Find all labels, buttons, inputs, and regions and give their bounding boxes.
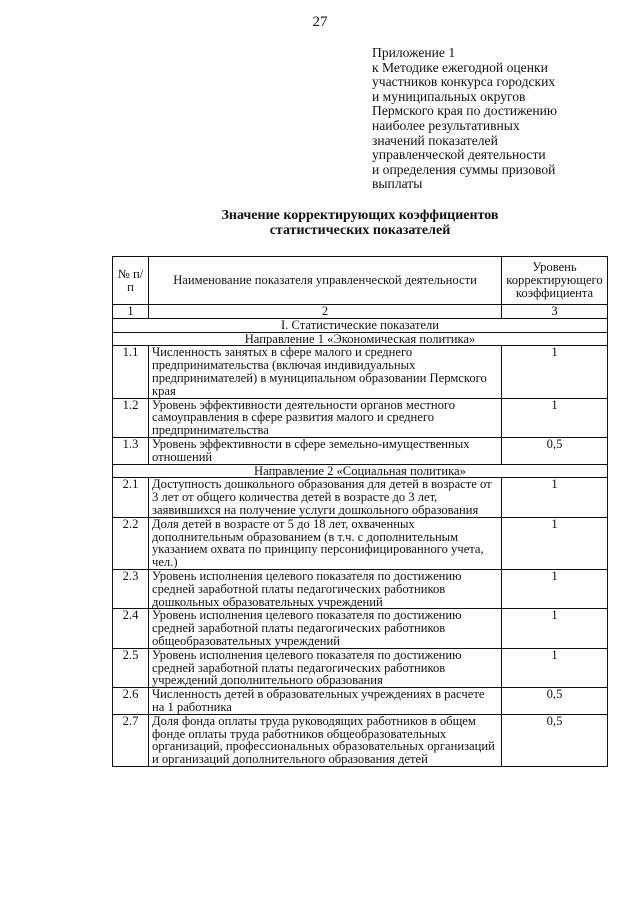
row-coef: 1 [502, 346, 608, 398]
table-row [113, 688, 608, 715]
column-number: 3 [502, 305, 608, 319]
table-header-row [113, 257, 608, 305]
row-num: 2.6 [113, 688, 149, 715]
table-row [113, 346, 608, 398]
row-name: Численность детей в образовательных учреждениях в расчете на 1 работника [149, 688, 502, 715]
row-coef: 0,5 [502, 714, 608, 766]
header-coef: Уровень корректирующего коэффициента [502, 257, 608, 305]
row-num: 1.1 [113, 346, 149, 398]
row-coef: 0,5 [502, 688, 608, 715]
title-line-1: Значение корректирующих коэффициентов [221, 208, 499, 223]
row-coef: 1 [502, 398, 608, 437]
column-number: 1 [113, 305, 149, 319]
table-row [113, 714, 608, 766]
appendix-line: управленческой деятельности [372, 147, 546, 163]
table-row [113, 609, 608, 648]
header-num: № п/п [113, 257, 149, 305]
appendix-line: наиболее результативных [372, 117, 520, 133]
coefficients-table [112, 256, 608, 767]
direction-heading: Направление 1 «Экономическая политика» [113, 332, 608, 346]
row-num: 2.4 [113, 609, 149, 648]
row-name: Доля детей в возрасте от 5 до 18 лет, охваченных дополнительным образованием (в т.ч. с дополнительным указанием охвата по принципу персонифицированного учета, чел.) [149, 517, 502, 569]
appendix-line: выплаты [372, 176, 423, 192]
row-coef: 1 [502, 648, 608, 687]
row-name: Уровень исполнения целевого показателя по достижению средней заработной платы педагогических работников общеобразовательных учреждений [149, 609, 502, 648]
direction-heading: Направление 2 «Социальная политика» [113, 464, 608, 478]
direction-row [113, 464, 608, 478]
page-number: 27 [312, 14, 328, 30]
appendix-line: Приложение 1 [372, 45, 456, 60]
row-name: Доступность дошкольного образования для детей в возрасте от 3 лет от общего количества детей в возрасте до 3 лет, заявившихся на получение услуги дошкольного образования [149, 478, 502, 517]
section-row [113, 318, 608, 332]
row-name: Уровень исполнения целевого показателя по достижению средней заработной платы педагогических работников дошкольных образовательных учреждений [149, 569, 502, 608]
section-heading: I. Статистические показатели [113, 318, 608, 332]
row-num: 2.5 [113, 648, 149, 687]
table-row [113, 569, 608, 608]
row-name: Уровень исполнения целевого показателя по достижению средней заработной платы педагогических работников учреждений дополнительного образования [149, 648, 502, 687]
header-name: Наименование показателя управленческой деятельности [149, 257, 502, 305]
row-num: 1.2 [113, 398, 149, 437]
row-coef: 0,5 [502, 437, 608, 464]
appendix-line: и муниципальных округов [372, 88, 526, 104]
column-numbers-row [113, 305, 608, 319]
row-coef: 1 [502, 517, 608, 569]
row-coef: 1 [502, 478, 608, 517]
row-name: Численность занятых в сфере малого и среднего предпринимательства (включая индивидуальных предпринимателей) в муниципальном образовании Пермского края [149, 346, 502, 398]
row-num: 1.3 [113, 437, 149, 464]
row-name: Уровень эффективности в сфере земельно-имущественных отношений [149, 437, 502, 464]
appendix-line: к Методике ежегодной оценки [372, 59, 548, 75]
appendix-line: участников конкурса городских [372, 74, 556, 90]
table-row [113, 478, 608, 517]
row-num: 2.3 [113, 569, 149, 608]
appendix-line: Пермского края по достижению [372, 103, 558, 119]
document-title [112, 208, 608, 238]
row-name: Доля фонда оплаты труда руководящих работников в общем фонде оплаты труда работников общеобразовательных организаций, профессиональных образовательных организаций и организаций дополнительного образования детей [149, 714, 502, 766]
appendix-line: значений показателей [372, 132, 498, 148]
row-name: Уровень эффективности деятельности органов местного самоуправления в сфере развития малого и среднего предпринимательства [149, 398, 502, 437]
table-row [113, 437, 608, 464]
table-row [113, 648, 608, 687]
row-num: 2.2 [113, 517, 149, 569]
table-row [113, 398, 608, 437]
appendix-line: и определения суммы призовой [372, 161, 556, 177]
row-coef: 1 [502, 609, 608, 648]
table-row [113, 517, 608, 569]
appendix-caption [372, 46, 622, 192]
title-line-2: статистических показателей [269, 223, 451, 238]
row-num: 2.7 [113, 714, 149, 766]
row-num: 2.1 [113, 478, 149, 517]
direction-row [113, 332, 608, 346]
row-coef: 1 [502, 569, 608, 608]
column-number: 2 [149, 305, 502, 319]
